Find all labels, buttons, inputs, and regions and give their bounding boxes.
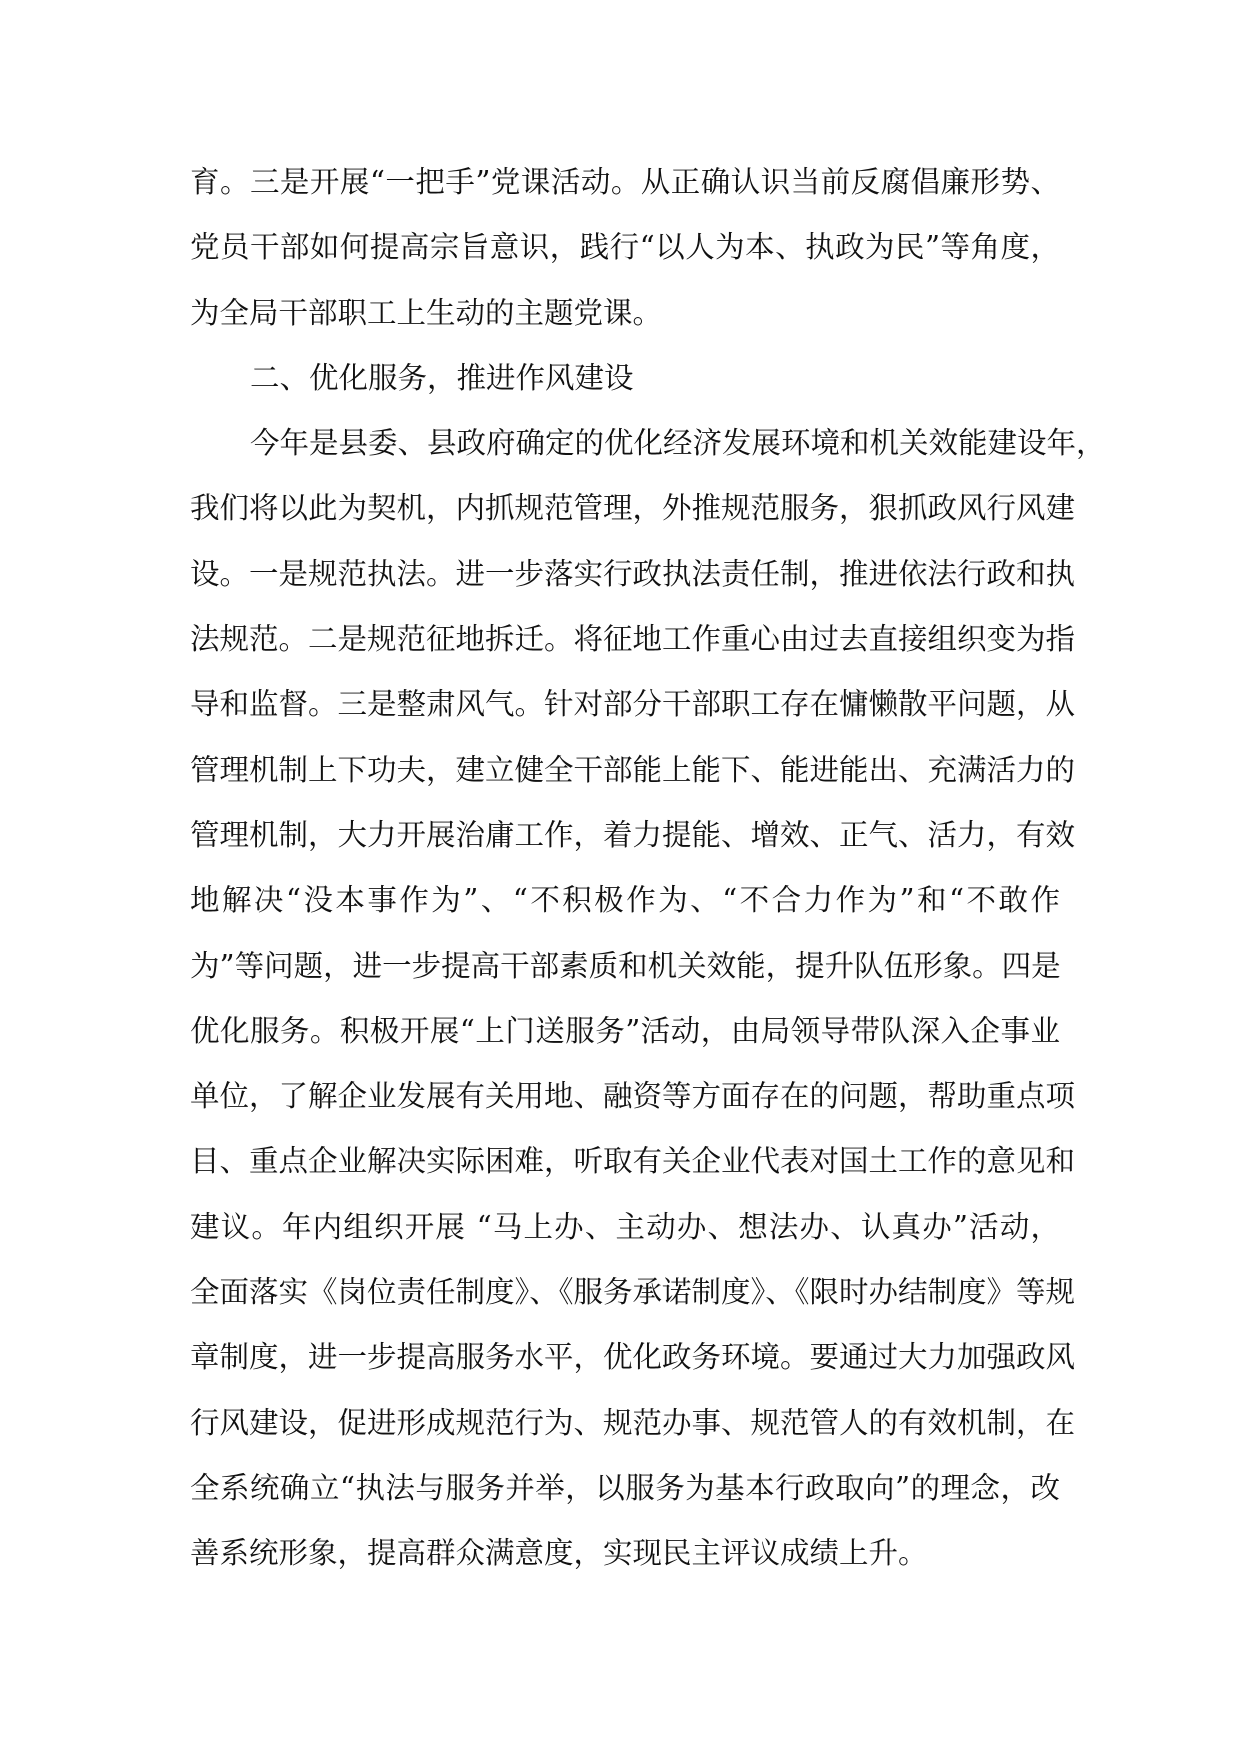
text-line: 设。一是规范执法。进一步落实行政执法责任制，推进依法行政和执 — [190, 556, 1076, 591]
text-line: 章制度，进一步提高服务水平，优化政务环境。要通过大力加强政风 — [190, 1340, 1076, 1375]
text-line: 建议。年内组织开展 “马上办、主动办、想法办、认真办”活动， — [190, 1209, 1060, 1244]
text-line: 我们将以此为契机，内抓规范管理，外推规范服务，狠抓政风行风建 — [190, 491, 1076, 526]
text-line: 党员干部如何提高宗旨意识，践行“以人为本、执政为民”等角度， — [190, 230, 1060, 265]
text-line: 为全局干部职工上生动的主题党课。 — [190, 295, 663, 330]
text-line: 优化服务。积极开展“上门送服务”活动，由局领导带队深入企事业 — [190, 1013, 1060, 1048]
paragraph-first-line: 今年是县委、县政府确定的优化经济发展环境和机关效能建设年， — [250, 426, 1106, 461]
body-text — [190, 150, 1106, 1587]
text-line: 为”等问题，进一步提高干部素质和机关效能，提升队伍形象。四是 — [190, 948, 1061, 983]
text-line: 目、重点企业解决实际困难，听取有关企业代表对国土工作的意见和 — [190, 1144, 1076, 1179]
text-line: 全系统确立“执法与服务并举，以服务为基本行政取向”的理念，改 — [190, 1470, 1060, 1505]
text-line: 法规范。二是规范征地拆迁。将征地工作重心由过去直接组织变为指 — [190, 622, 1076, 657]
text-line: 管理机制，大力开展治庸工作，着力提能、增效、正气、活力，有效 — [190, 817, 1076, 852]
text-line: 育。三是开展“一把手”党课活动。从正确认识当前反腐倡廉形势、 — [190, 165, 1060, 199]
text-line: 地解决“没本事作为”、“不积极作为、“不合力作为”和“不敢作 — [190, 883, 1060, 918]
text-line: 全面落实《岗位责任制度》、《服务承诺制度》、《限时办结制度》等规 — [190, 1275, 1076, 1310]
section-heading: 二、优化服务，推进作风建设 — [250, 360, 634, 395]
text-line: 善系统形象，提高群众满意度，实现民主评议成绩上升。 — [190, 1536, 928, 1571]
text-line: 导和监督。三是整肃风气。针对部分干部职工存在慵懒散平问题，从 — [190, 687, 1076, 722]
text-line: 行风建设，促进形成规范行为、规范办事、规范管人的有效机制，在 — [190, 1405, 1076, 1440]
text-line: 单位，了解企业发展有关用地、融资等方面存在的问题，帮助重点项 — [190, 1079, 1076, 1114]
text-line: 管理机制上下功夫，建立健全干部能上能下、能进能出、充满活力的 — [190, 752, 1076, 787]
